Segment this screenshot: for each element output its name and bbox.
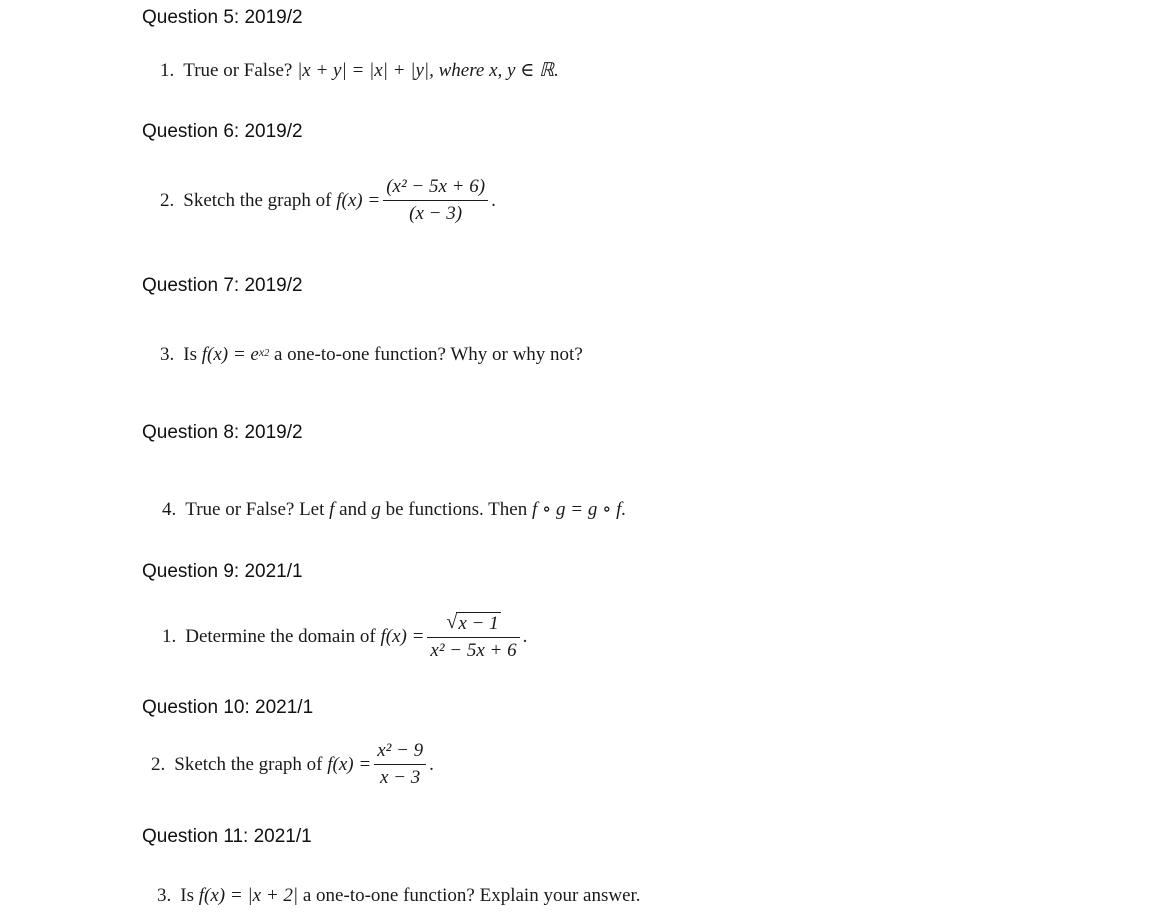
problem	[162, 612, 527, 662]
problem	[160, 176, 496, 225]
problem-number: 1.	[162, 626, 177, 648]
math-symbol: g	[371, 499, 381, 520]
function-lhs: f(x) = e	[201, 344, 259, 365]
question-heading: Question 5: 2019/2	[142, 7, 303, 28]
punctuation: .	[522, 626, 528, 648]
fraction-numerator: (x² − 5x + 6)	[386, 176, 486, 197]
fraction-numerator: x² − 9	[377, 740, 424, 761]
function-lhs: f(x) = |x + 2|	[198, 885, 299, 906]
problem-number: 3.	[157, 885, 172, 906]
problem-text: Determine the domain of	[185, 626, 376, 648]
problem	[151, 740, 434, 789]
problem-text: True or False? Let	[185, 499, 325, 520]
fraction-denominator: x − 3	[380, 766, 421, 788]
problem-text: Is	[180, 885, 194, 906]
problem	[160, 61, 559, 80]
problem	[160, 345, 583, 364]
problem-text: a one-to-one function? Explain your answer.	[302, 885, 641, 906]
radicand: x − 1	[458, 613, 499, 634]
problem-number: 4.	[162, 499, 177, 520]
problem-text: Sketch the graph of	[183, 189, 332, 211]
question-heading: Question 11: 2021/1	[142, 826, 312, 847]
problem-number: 2.	[160, 189, 175, 211]
problem-text: a one-to-one function? Why or why not?	[273, 344, 583, 365]
problem-text: Is	[183, 344, 197, 365]
fraction-denominator: (x − 3)	[409, 202, 463, 224]
question-heading: Question 6: 2019/2	[142, 121, 303, 142]
fraction-denominator: x² − 5x + 6	[430, 639, 517, 661]
radical-sign-icon: √	[446, 611, 458, 633]
function-lhs: f(x) =	[380, 626, 425, 648]
fraction-numerator	[443, 612, 503, 635]
fraction-bar	[383, 200, 488, 201]
question-heading: Question 9: 2021/1	[142, 561, 303, 582]
problem-number: 3.	[160, 344, 175, 365]
problem-number: 1.	[160, 60, 175, 81]
problem-number: 2.	[151, 753, 166, 775]
question-heading: Question 8: 2019/2	[142, 422, 303, 443]
math-expression: |x + y| = |x| + |y|, where x, y ∈ ℝ.	[297, 60, 559, 81]
question-heading: Question 7: 2019/2	[142, 275, 303, 296]
problem-text: True or False?	[183, 60, 293, 81]
math-symbol: f	[329, 499, 335, 520]
function-lhs: f(x) =	[336, 189, 381, 211]
question-heading: Question 10: 2021/1	[142, 697, 314, 718]
problem	[157, 886, 641, 905]
exponent: x2	[258, 344, 270, 359]
punctuation: .	[429, 753, 434, 775]
problem-text: be functions. Then	[385, 499, 528, 520]
math-expression: f ∘ g = g ∘ f.	[531, 499, 627, 520]
fraction-bar	[374, 764, 426, 765]
problem-text: Sketch the graph of	[174, 753, 323, 775]
function-lhs: f(x) =	[327, 753, 372, 775]
punctuation: .	[491, 189, 496, 211]
square-root	[446, 612, 500, 635]
fraction	[427, 612, 519, 662]
problem-text: and	[339, 499, 367, 520]
fraction	[374, 740, 426, 789]
fraction-bar	[427, 637, 519, 638]
problem	[162, 500, 626, 519]
fraction	[383, 176, 488, 225]
